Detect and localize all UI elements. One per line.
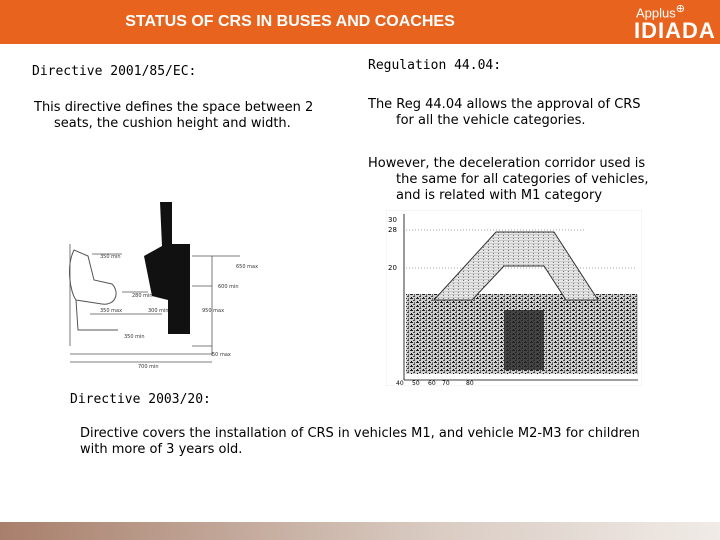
seat-label-10: 700 min — [138, 364, 159, 370]
bottom-body — [80, 426, 640, 458]
right-para2-line3: and is related with M1 category — [396, 188, 603, 203]
seat-label-6: 300 min — [148, 308, 169, 314]
seat-label-8: 350 min — [124, 334, 145, 340]
seat-label-5: 350 max — [100, 308, 123, 314]
corridor-x-label-50: 50 — [412, 380, 420, 386]
corridor-y-label-20: 20 — [388, 264, 397, 272]
corridor-x-label-60: 60 — [428, 380, 436, 386]
right-para1-line2: for all the vehicle categories. — [396, 113, 586, 128]
header-bar — [0, 0, 720, 44]
seat-label-2: 650 max — [236, 264, 259, 270]
bottom-body-line2: with more of 3 years old. — [80, 442, 243, 457]
bottom-body-line1: Directive covers the installation of CRS in vehicles M1, and vehicle M2-M3 for children — [80, 426, 640, 441]
left-body-line2: seats, the cushion height and width. — [54, 116, 291, 131]
corridor-dark-patch — [504, 310, 544, 370]
right-para2 — [368, 156, 648, 204]
left-body-line1: This directive defines the space between 2 — [34, 100, 314, 115]
seat-label-4: 280 min — [132, 293, 153, 299]
corridor-x-label-80: 80 — [466, 380, 474, 386]
corridor-x-label-40: 40 — [396, 380, 404, 386]
corridor-y-label-30: 30 — [388, 216, 397, 224]
right-para1-line1: The Reg 44.04 allows the approval of CRS — [368, 97, 641, 112]
logo-idiada: IDIADA — [634, 18, 716, 43]
right-para1 — [368, 97, 641, 129]
right-heading: Regulation 44.04: — [368, 58, 502, 73]
right-para2-line2: the same for all categories of vehicles, — [396, 172, 649, 187]
right-para2-line1: However, the deceleration corridor used is — [368, 156, 646, 171]
seat-label-1: 350 min — [100, 254, 121, 260]
seat-label-9: 50 max — [212, 352, 231, 358]
seat-label-7: 950 max — [202, 308, 225, 314]
seat-spacing-diagram — [62, 196, 262, 371]
slide-title: STATUS OF CRS IN BUSES AND COACHES — [125, 13, 455, 30]
logo-mark-icon: ⊕ — [675, 3, 685, 15]
left-body — [34, 100, 313, 132]
corridor-y-label-28: 28 — [388, 226, 397, 234]
corridor-x-label-70: 70 — [442, 380, 450, 386]
footer-bar — [0, 522, 720, 540]
left-heading: Directive 2001/85/EC: — [32, 64, 197, 79]
deceleration-corridor-diagram — [386, 210, 642, 386]
bottom-heading: Directive 2003/20: — [70, 392, 211, 407]
logo-applus-text: Applus — [636, 5, 676, 21]
seat-label-3: 600 min — [218, 284, 239, 290]
